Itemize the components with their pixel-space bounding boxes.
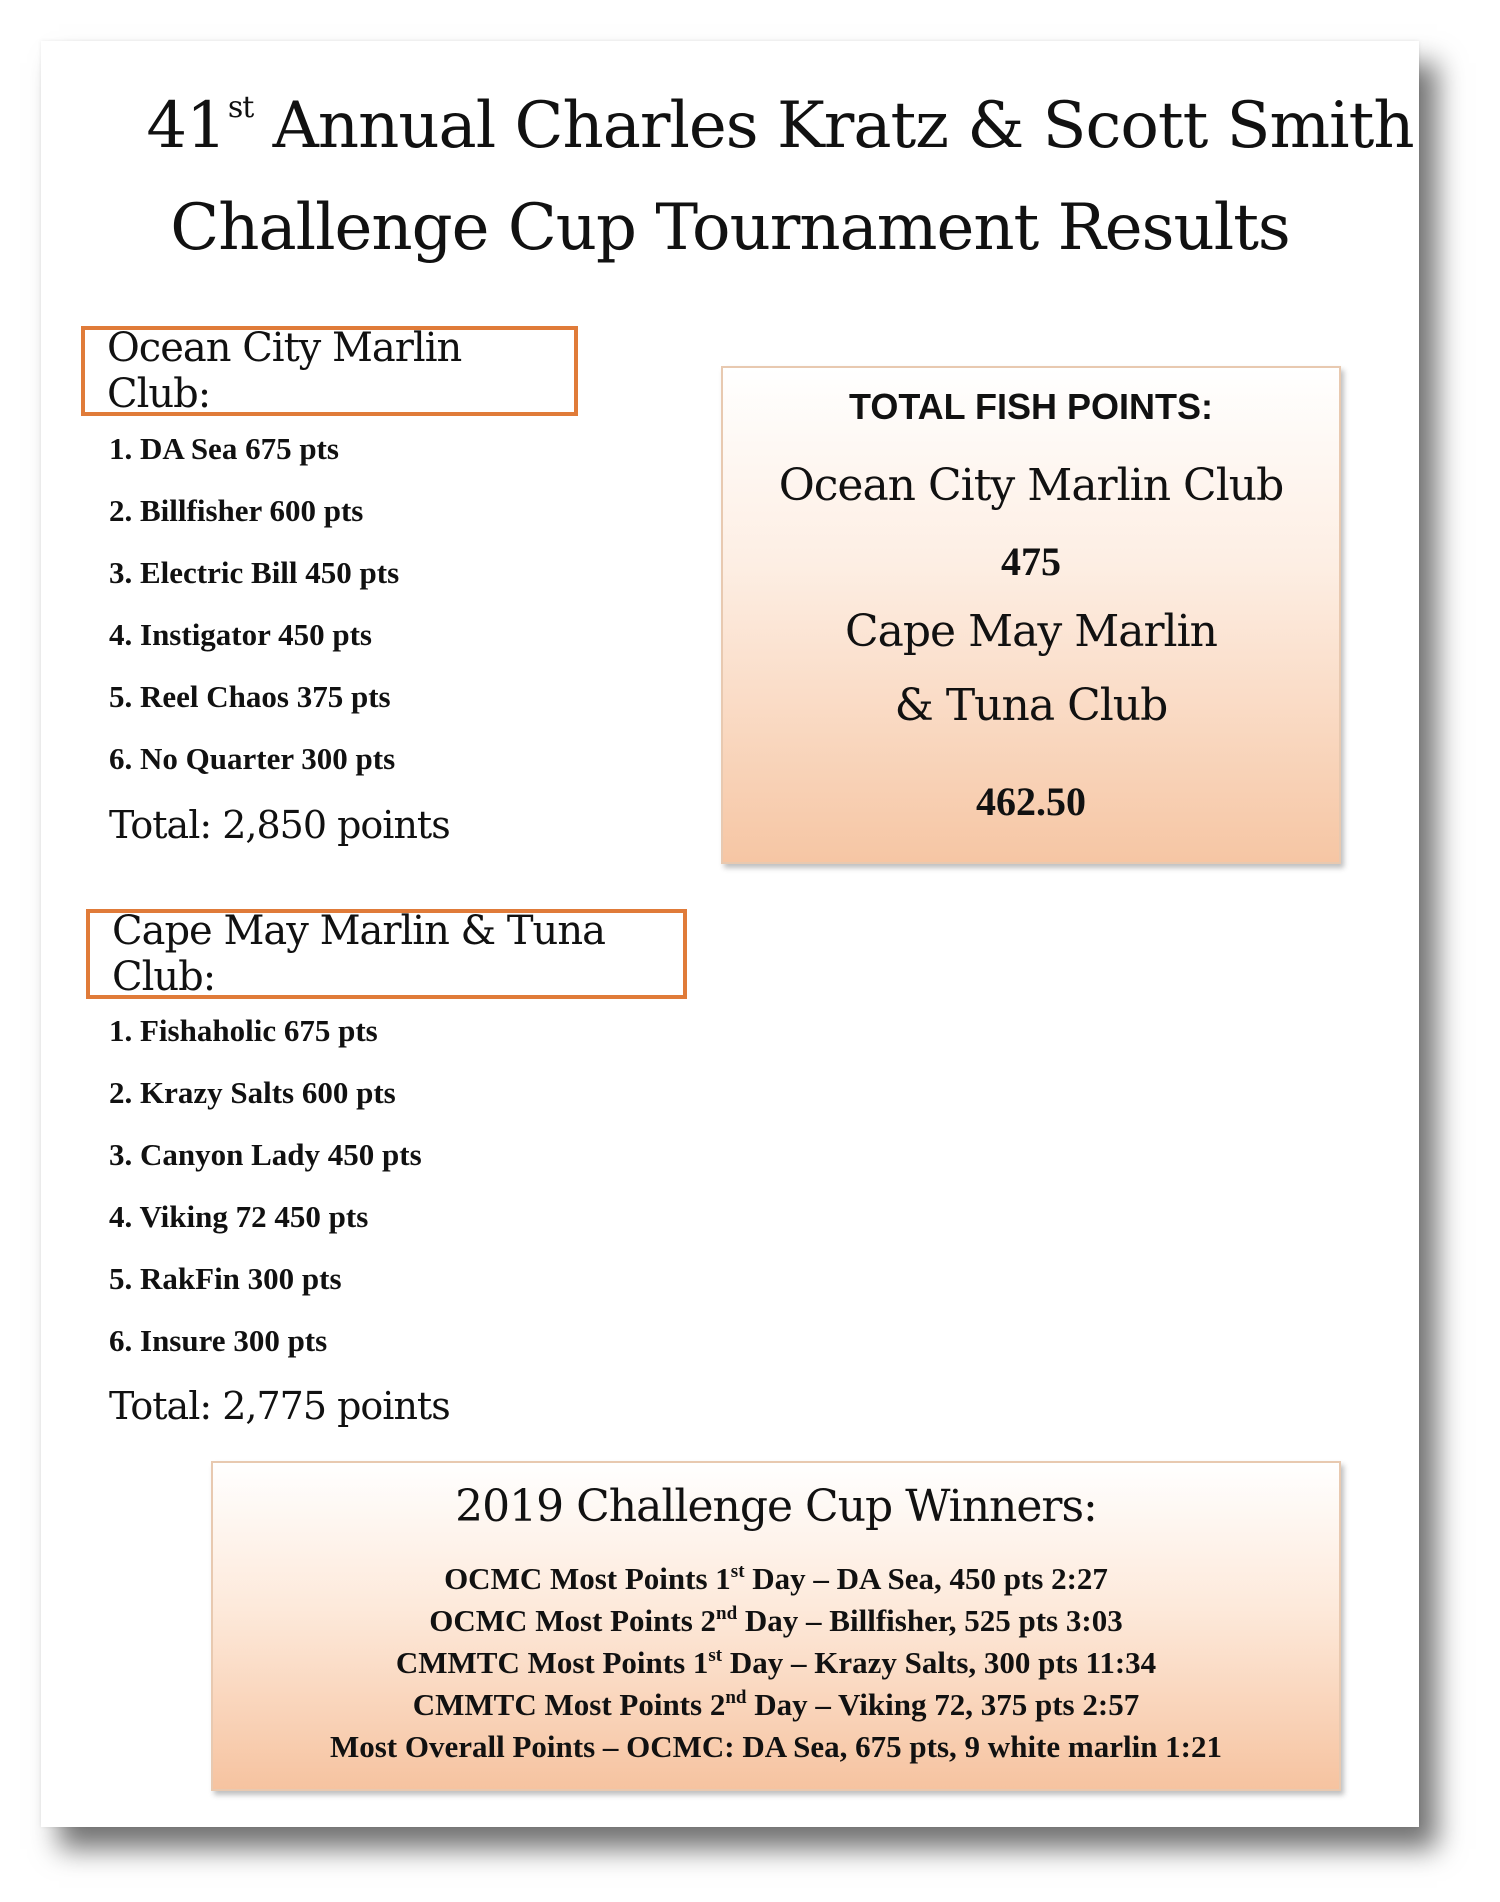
winner-line-2-detail: Day – Billfisher, 525 pts 3:03 [737,1603,1123,1638]
winner-line-5 [213,1726,1339,1768]
total-fish-points-box [721,366,1341,864]
cmmtc-result-5: 5. RakFin 300 pts [109,1261,342,1296]
ocmc-heading: Ocean City Marlin Club: [107,325,462,417]
fish-points-heading: TOTAL FISH POINTS: [848,386,1213,427]
cmmtc-result-4: 4. Viking 72 450 pts [109,1199,369,1234]
cmmtc-result-3: 3. Canyon Lady 450 pts [109,1137,422,1172]
winner-line-1 [213,1558,1339,1600]
cmmtc-result-2: 2. Krazy Salts 600 pts [109,1075,396,1110]
winner-line-4-detail: Day – Viking 72, 375 pts 2:57 [746,1687,1140,1722]
winner-line-3-ordinal: st [708,1645,723,1666]
winner-line-4-ordinal: nd [725,1687,747,1708]
ocmc-result-4: 4. Instigator 450 pts [109,617,372,652]
winner-line-2 [213,1600,1339,1642]
cmmtc-heading-box [86,909,687,999]
winners-list [213,1558,1339,1768]
fish-points-club-2-line-2: & Tuna Club [894,680,1168,731]
fish-points-club-2-value: 462.50 [976,779,1086,824]
winner-line-4-text: CMMTC Most Points 2 [412,1687,726,1722]
cmmtc-total: Total: 2,775 points [109,1384,450,1428]
winner-line-3-detail: Day – Krazy Salts, 300 pts 11:34 [722,1645,1157,1680]
winner-line-2-ordinal: nd [716,1603,738,1624]
title-number: 41 [146,89,226,163]
ocmc-result-3: 3. Electric Bill 450 pts [109,555,400,590]
winner-line-3 [213,1642,1339,1684]
ocmc-results-list [109,429,399,801]
title-rest: Annual Charles Kratz & Scott Smith [253,89,1414,163]
ocmc-total: Total: 2,850 points [109,803,450,847]
fish-points-club-1: Ocean City Marlin Club [778,460,1284,511]
winners-title: 2019 Challenge Cup Winners: [455,1481,1097,1532]
winner-line-1-detail: Day – DA Sea, 450 pts 2:27 [744,1561,1108,1596]
title-line-2: Challenge Cup Tournament Results [170,191,1290,265]
winner-line-1-text: OCMC Most Points 1 [444,1561,731,1596]
ocmc-result-2: 2. Billfisher 600 pts [109,493,364,528]
ocmc-result-1: 1. DA Sea 675 pts [109,431,339,466]
fish-points-club-2-line-1: Cape May Marlin [844,606,1218,657]
cmmtc-heading: Cape May Marlin & Tuna Club: [112,908,605,1000]
results-page [41,41,1419,1827]
ocmc-result-6: 6. No Quarter 300 pts [109,741,396,776]
winner-line-5-text: Most Overall Points – OCMC: DA Sea, 675 pts, 9 white marlin 1:21 [329,1729,1223,1764]
fish-points-club-1-value: 475 [1001,539,1061,584]
cmmtc-result-1: 1. Fishaholic 675 pts [109,1013,378,1048]
cmmtc-results-list [109,1011,422,1383]
ocmc-heading-box [81,326,578,416]
ocmc-result-5: 5. Reel Chaos 375 pts [109,679,391,714]
winner-line-1-ordinal: st [730,1561,745,1582]
winner-line-3-text: CMMTC Most Points 1 [395,1645,709,1680]
winners-box [211,1461,1341,1791]
title-ordinal: st [227,90,254,125]
title-line-1 [91,89,1469,163]
cmmtc-result-6: 6. Insure 300 pts [109,1323,328,1358]
winner-line-2-text: OCMC Most Points 2 [429,1603,717,1638]
winner-line-4 [213,1684,1339,1726]
